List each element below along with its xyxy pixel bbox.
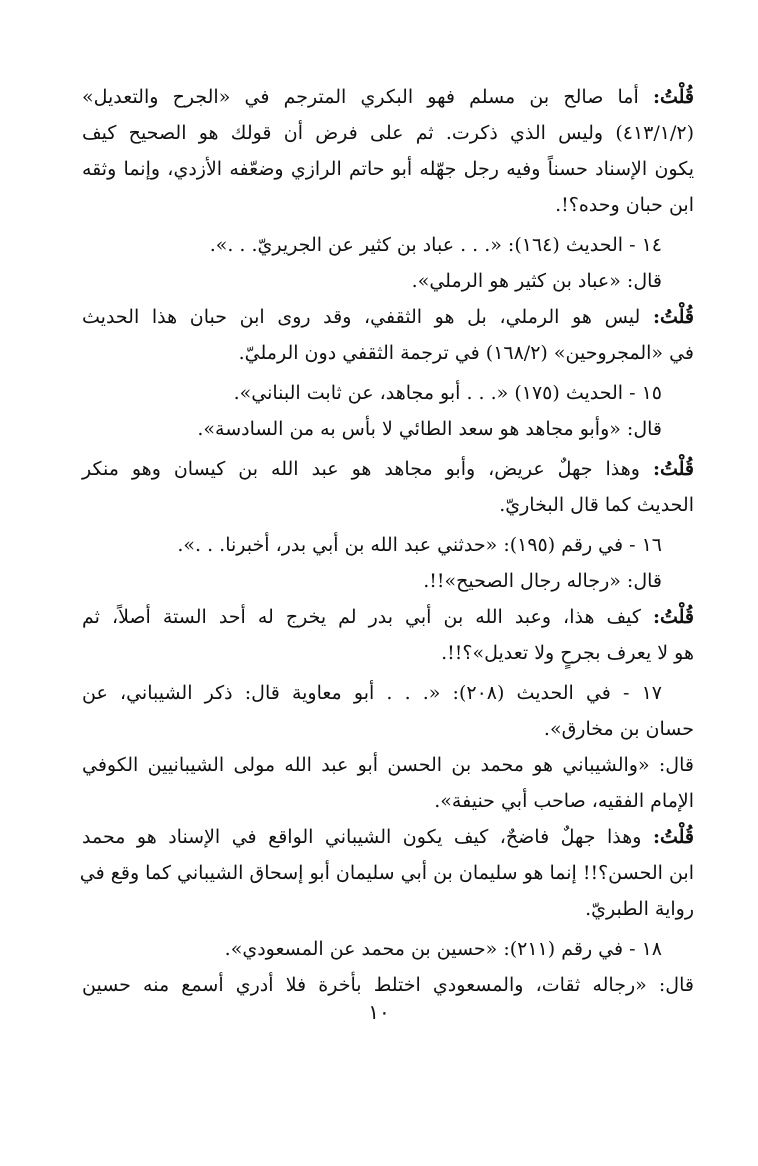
text-line-2: (٤١٣/١/٢) وليس الذي ذكرت. ثم على فرض أن قولك هو الصحيح كيف	[82, 122, 694, 144]
qult-label: قُلْتُ:	[652, 606, 694, 628]
hadith-17-heading: ١٧ - في الحديث (٢٠٨): «. . . أبو معاوية قال: ذكر الشيباني، عن	[82, 682, 662, 704]
hadith-16-heading: ١٦ - في رقم (١٩٥): «حدثني عبد الله بن أبي بدر، أخبرنا. . .».	[177, 534, 662, 556]
text-line-3: يكون الإسناد حسناً وفيه رجل جهّله أبو حاتم الرازي وضعّفه الأزدي، وإنما وثقه	[82, 158, 694, 180]
page-number: ١٠	[368, 1000, 390, 1024]
text-line-21: قُلْتُ: وهذا جهلٌ فاضحٌ، كيف يكون الشيباني الواقع في الإسناد هو محمد	[82, 826, 694, 848]
hadith-18-heading: ١٨ - في رقم (٢١١): «حسين بن محمد عن المسعودي».	[224, 938, 662, 960]
text-line-12: الحديث كما قال البخاريّ.	[499, 494, 694, 516]
text-line-11: قُلْتُ: وهذا جهلٌ عريض، وأبو مجاهد هو عبد الله بن كيسان وهو منكر	[82, 458, 694, 480]
text-line-19: قال: «والشيباني هو محمد بن الحسن أبو عبد الله مولى الشيبانيين الكوفي	[82, 754, 694, 776]
text-line-4: ابن حبان وحده؟!.	[555, 194, 694, 216]
text-line-23: رواية الطبريّ.	[585, 898, 694, 920]
text-line-20: الإمام الفقيه، صاحب أبي حنيفة».	[434, 790, 694, 812]
text-line-16: هو لا يعرف بجرحٍ ولا تعديل»؟!!.	[441, 642, 694, 664]
text-line-22: ابن الحسن؟!! إنما هو سليمان بن أبي سليمان أبو إسحاق الشيباني كما وقع في	[79, 862, 694, 884]
hadith-14-qala: قال: «عباد بن كثير هو الرملي».	[411, 270, 662, 292]
text-line-18: حسان بن مخارق».	[543, 718, 694, 740]
text-line-7: قُلْتُ: ليس هو الرملي، بل هو الثقفي، وقد روى ابن حبان هذا الحديث	[82, 306, 694, 328]
hadith-15-qala: قال: «وأبو مجاهد هو سعد الطائي لا بأس به من السادسة».	[197, 418, 662, 440]
text-line-15: قُلْتُ: كيف هذا، وعبد الله بن أبي بدر لم يخرج له أحد الستة أصلاً، ثم	[82, 606, 694, 628]
text-line-25: قال: «رجاله ثقات، والمسعودي اختلط بأخرة فلا أدري أسمع منه حسين	[82, 974, 694, 996]
qult-label: قُلْتُ:	[652, 86, 694, 108]
qult-label: قُلْتُ:	[652, 458, 694, 480]
hadith-14-heading: ١٤ - الحديث (١٦٤): «. . . عباد بن كثير عن الجريريّ. . .».	[209, 234, 662, 256]
qult-label: قُلْتُ:	[652, 306, 694, 328]
qult-label: قُلْتُ:	[652, 826, 694, 848]
hadith-16-qala: قال: «رجاله رجال الصحيح»!!.	[423, 570, 662, 592]
text-line-1: قُلْتُ: أما صالح بن مسلم فهو البكري المترجم في «الجرح والتعديل»	[82, 86, 694, 108]
hadith-15-heading: ١٥ - الحديث (١٧٥) «. . . أبو مجاهد، عن ثابت البناني».	[233, 382, 662, 404]
text-line-8: في «المجروحين» (١٦٨/٢) في ترجمة الثقفي دون الرمليّ.	[238, 342, 694, 364]
